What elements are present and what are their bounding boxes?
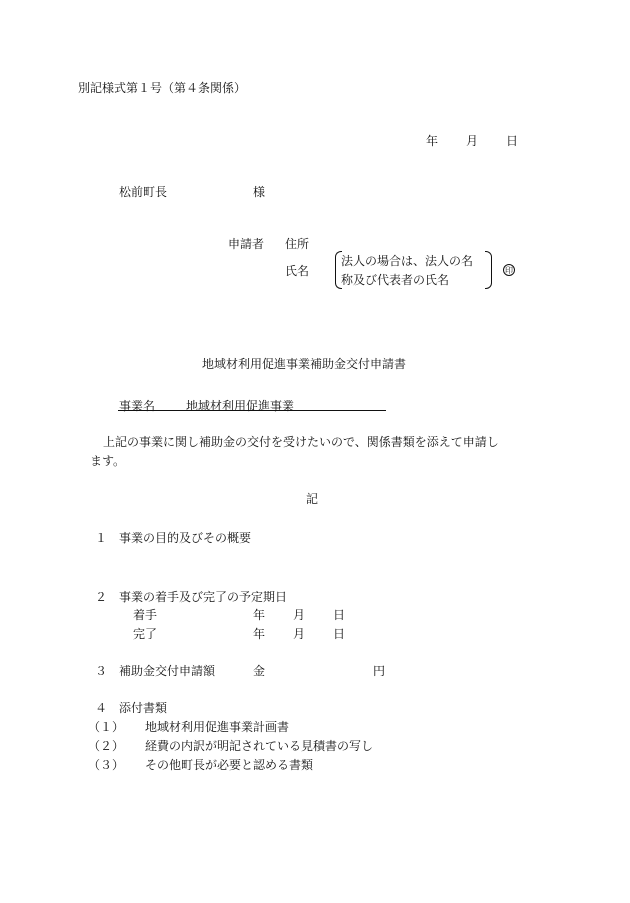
attachment-3-text: その他町長が必要と認める書類 xyxy=(145,758,314,772)
document-title: 地域材利用促進事業補助金交付申請書 xyxy=(202,357,407,371)
project-value: 地域材利用促進事業 xyxy=(186,399,295,413)
attachment-3-number: （３） xyxy=(88,758,125,772)
start-label: 着手 xyxy=(133,608,158,622)
amount-kin-label: 金 xyxy=(253,664,266,678)
end-label: 完了 xyxy=(133,627,158,641)
end-day-label: 日 xyxy=(333,627,346,641)
item4-label: 添付書類 xyxy=(119,701,168,715)
item2-number: ２ xyxy=(95,590,108,604)
address-label: 住所 xyxy=(285,237,310,251)
date-month-label: 月 xyxy=(466,134,479,148)
item3-number: ３ xyxy=(95,664,108,678)
attachment-1-text: 地域材利用促進事業計画書 xyxy=(145,720,290,734)
addressee-name: 松前町長 xyxy=(119,185,168,199)
attachment-2-text: 経費の内訳が明記されている見積書の写し xyxy=(145,739,374,753)
body-line-1: 上記の事業に関し補助金の交付を受けたいので、関係書類を添えて申請し xyxy=(103,435,499,449)
applicant-label: 申請者 xyxy=(228,237,265,251)
project-label: 事業名 xyxy=(119,399,156,413)
amount-yen-label: 円 xyxy=(373,664,386,678)
start-month-label: 月 xyxy=(293,608,306,622)
body-line-2: ます。 xyxy=(90,454,126,468)
date-day-label: 日 xyxy=(506,134,519,148)
item1-label: 事業の目的及びその概要 xyxy=(119,531,252,545)
item4-number: ４ xyxy=(95,701,108,715)
project-underline xyxy=(118,410,386,411)
item2-label: 事業の着手及び完了の予定期日 xyxy=(119,590,288,604)
item3-label: 補助金交付申請額 xyxy=(119,664,216,678)
name-label: 氏名 xyxy=(285,264,310,278)
end-year-label: 年 xyxy=(253,627,266,641)
date-year-label: 年 xyxy=(426,134,439,148)
item1-number: １ xyxy=(95,531,108,545)
seal-mark: 印 xyxy=(505,266,513,275)
right-bracket xyxy=(485,251,492,289)
start-year-label: 年 xyxy=(253,608,266,622)
form-number: 別記様式第１号（第４条関係） xyxy=(78,81,247,95)
corporate-note-line2: 称及び代表者の氏名 xyxy=(341,273,450,287)
start-day-label: 日 xyxy=(333,608,346,622)
end-month-label: 月 xyxy=(293,627,306,641)
attachment-2-number: （２） xyxy=(88,739,125,753)
addressee-honorific: 様 xyxy=(253,185,266,199)
corporate-note-line1: 法人の場合は、法人の名 xyxy=(341,254,474,268)
ki-heading: 記 xyxy=(306,492,319,506)
attachment-1-number: （１） xyxy=(88,720,125,734)
